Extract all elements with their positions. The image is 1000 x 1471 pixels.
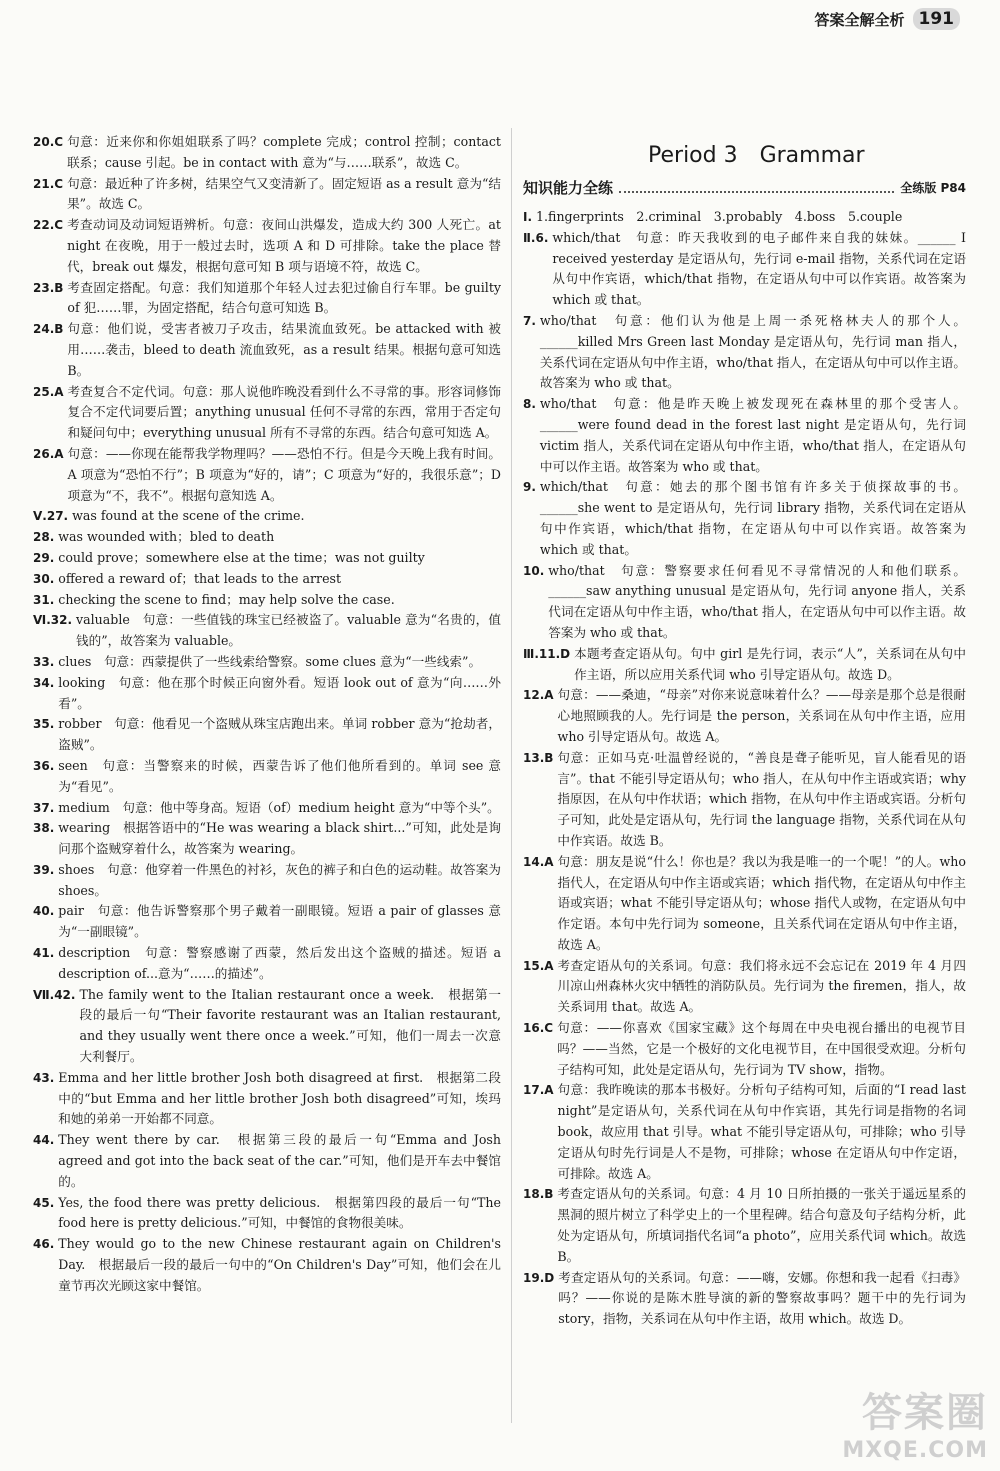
answer-text: who/that 句意：他们认为他是上周一杀死格林夫人的那个人。______killed Mrs Green last Monday 是定语从句，先行词 man 指人，关系代词在定语从句中作主语，who/that 指人，在定语从句中可以作主语。故答案为 who 或 that。: [539, 312, 966, 391]
answer-text: 句意：朋友是说“什么！你也是？我以为我是唯一的一个呢！”的人。who 指代人，在定语从句中作主语或宾语；which 指代物，在定语从句中作主语或宾语；what 不能引导定语从句；whose 指代人或物，在定语从句中作定语。本句中先行词为 someone，且关系代词在定语从句中作主语，故选 A。: [557, 853, 966, 952]
answer-text: who/that 句意：他是昨天晚上被发现死在森林里的那个受害人。______were found dead in the forest last night 是定语从句，先行词 victim 指人，关系代词在定语从句中作主语，who/that 指人，在定语从句中可以作主语。故答案为 who 或 that。: [539, 396, 966, 474]
answer-number: 31.: [33, 592, 55, 607]
watermark-line2: MXQE.COM: [842, 1438, 988, 1463]
answer-number: 13.B: [523, 750, 554, 765]
right-column: [523, 207, 966, 1330]
answer-number: 9.: [523, 480, 536, 495]
answer-text: was found at the scene of the crime.: [72, 508, 305, 524]
answer-number: 34.: [33, 675, 55, 690]
answer-text: They went there by car. 根据第三段的最后一句“Emma and Josh agreed and got into the back seat of the car.”可知，他们是开车去中餐馆的。: [58, 1132, 501, 1189]
answer-item: [33, 548, 501, 569]
answer-item: [33, 673, 501, 715]
answer-text: 句意：近来你和你姐姐联系了吗？complete 完成；control 控制；contact 联系；cause 引起。be in contact with 意为“与……联系”，故选 C。: [67, 134, 501, 170]
answer-item: [33, 901, 501, 943]
answer-number: 40.: [33, 904, 55, 919]
section-name: 知识能力全练: [523, 179, 614, 197]
answer-text: pair 句意：他告诉警察那个男子戴着一副眼镜。短语 a pair of glasses 意为“一副眼镜”。: [58, 903, 501, 940]
answer-text: 考查动词及动词短语辨析。句意：夜间山洪爆发，造成大约 300 人死亡。at night 在夜晚，用于一般过去时，选项 A 和 D 可排除。take the place 替代，break out 爆发，根据句意可知 B 项与语境不符，故选 C。: [67, 217, 501, 274]
answer-number: 8.: [523, 397, 536, 412]
answer-number: 30.: [33, 571, 55, 586]
answer-text: They would go to the new Chinese restaurant again on Children's Day. 根据最后一段的最后一句中的“On Children's Day”可知，他们会在儿童节再次光顾这家中餐馆。: [58, 1236, 501, 1293]
answer-item: [33, 798, 501, 819]
period-title: Period 3 Grammar: [648, 143, 865, 168]
answer-number: 45.: [33, 1195, 55, 1210]
answer-item: [33, 319, 501, 381]
answer-text: clues 句意：西蒙提供了一些线索给警察。some clues 意为“一些线索”。: [58, 653, 482, 669]
answer-item: [523, 852, 966, 956]
answer-number: 22.C: [33, 218, 64, 233]
answer-text: which/that 句意：昨天我收到的电子邮件来自我的妹妹。______ I received yesterday 是定语从句，先行词 e-mail 指物，关系代词在定语从句中作宾语，which/that 指物，在定语从句中可以作宾语。故答案为 which 或 that。: [552, 229, 966, 308]
left-column: [33, 132, 501, 1297]
answer-text: was wounded with；bled to death: [58, 529, 275, 545]
answer-text: 句意：最近种了许多树，结果空气又变清新了。固定短语 as a result 意为“结果”。故选 C。: [67, 175, 501, 212]
answer-text: offered a reward of；that leads to the arrest: [58, 570, 342, 586]
answer-item: [523, 561, 966, 644]
answer-text: shoes 句意：他穿着一件黑色的衬衫，灰色的裤子和白色的运动鞋。故答案为 shoes。: [58, 861, 501, 898]
answer-item: [33, 1234, 501, 1296]
answer-number: 33.: [33, 654, 55, 669]
answer-text: seen 句意：当警察来的时候，西蒙告诉了他们他所看到的。单词 see 意为“看见”。: [58, 757, 501, 794]
watermark-line1: 答案圈: [862, 1390, 988, 1436]
answer-item: [33, 714, 501, 756]
answer-item: [33, 215, 501, 277]
answer-text: Emma and her little brother Josh both disagreed at first. 根据第二段中的“but Emma and her little brother Josh both disagreed”可知，埃玛和她的弟弟一开始都不同意。: [58, 1069, 501, 1127]
answer-item: [523, 1268, 966, 1330]
answer-number: 15.A: [523, 958, 554, 973]
answer-number: 36.: [33, 758, 55, 773]
answer-item: [523, 207, 966, 228]
answer-text: 句意：——你现在能帮我学物理吗？——恐怕不行。但是今天晚上我有时间。A 项意为“恐怕不行”；B 项意为“好的，请”；C 项意为“好的，我很乐意”；D 项意为“不，我不”。根据句意知选 A。: [67, 445, 501, 503]
answer-number: 28.: [33, 530, 55, 545]
answer-item: [33, 527, 501, 548]
answer-number: 23.B: [33, 280, 64, 295]
answer-item: [33, 590, 501, 611]
answer-item: [523, 685, 966, 747]
answer-item: [33, 860, 501, 902]
answer-text: 考查定语从句的关系词。句意：我们将永远不会忘记在 2019 年 4 月四川凉山州森林火灾中牺牲的消防队员。先行词为 the firemen，指人，故关系词用 that。故选 A。: [557, 957, 966, 1015]
answer-number: 26.A: [33, 446, 64, 461]
answer-text: 考查复合不定代词。句意：那人说他昨晚没看到什么不寻常的事。形容词修饰复合不定代词要后置；anything unusual 任何不寻常的东西，常用于否定句和疑问句中；everything unusual 所有不寻常的东西。结合句意可知选 A。: [67, 383, 501, 441]
answer-item: [33, 818, 501, 860]
answer-number: 35.: [33, 717, 55, 732]
answer-number: 41.: [33, 946, 55, 961]
answer-number: Ⅵ.32.: [33, 613, 73, 628]
answer-item: [523, 1018, 966, 1080]
column-divider: [511, 128, 512, 1423]
answer-text: who/that 句意：警察要求任何看见不寻常情况的人和他们联系。______saw anything unusual 是定语从句，先行词 anyone 指人，关系代词在定语从句中作主语，who/that 指人，在定语从句中可以作主语。故答案为 who 或 that。: [548, 562, 966, 640]
answer-text: which/that 句意：她去的那个图书馆有许多关于侦探故事的书。______she went to 是定语从句，先行词 library 指物，关系代词在定语从句中作宾语，which/that 指物，在定语从句中可以作宾语。故答案为 which 或 that。: [539, 479, 966, 557]
answer-item: [33, 756, 501, 798]
page-header: [814, 8, 960, 30]
answer-text: 考查定语从句的关系词。句意：——嗨，安娜。你想和我一起看《扫毒》吗？——你说的是陈木胜导演的新的警察故事吗？题干中的先行词为 story，指物，关系词在从句中作主语，故用 which。故选 D。: [558, 1269, 966, 1327]
answer-item: [33, 652, 501, 673]
answer-text: 考查固定搭配。句意：我们知道那个年轻人过去犯过偷自行车罪。be guilty of 犯……罪，为固定搭配，结合句意可知选 B。: [67, 279, 501, 316]
answer-number: 21.C: [33, 176, 64, 191]
answer-number: 37.: [33, 800, 55, 815]
answer-number: 14.A: [523, 854, 554, 869]
answer-number: 29.: [33, 550, 55, 565]
answer-number: 20.C: [33, 135, 64, 149]
answer-number: 7.: [523, 313, 536, 328]
answer-item: [33, 506, 501, 527]
answer-text: medium 句意：他中等身高。短语（of）medium height 意为“中等个头”。: [58, 799, 500, 815]
answer-text: The family went to the Italian restaurant once a week. 根据第一段的最后一句“Their favorite restaurant was an Italian restaurant, and they usually went there once a week.”可知，他们一周去一次意大利餐厅。: [79, 986, 501, 1065]
page-number: 191: [913, 8, 961, 30]
answer-number: 46.: [33, 1237, 55, 1252]
answer-item: [33, 174, 501, 216]
answer-text: 句意：——桑迪，“母亲”对你来说意味着什么？——母亲是那个总是很耐心地照顾我的人。先行词是 the person，关系词在从句中作主语，应用 who 引导定语从句。故选 A。: [557, 687, 966, 744]
answer-item: [33, 278, 501, 320]
answer-item: [523, 477, 966, 560]
dotted-leader: [619, 183, 894, 193]
answer-item: [33, 943, 501, 985]
answer-item: [33, 610, 501, 652]
answer-text: 句意：我昨晚读的那本书极好。分析句子结构可知，后面的“I read last night”是定语从句，关系代词在从句中作宾语，其先行词是指物的名词 book，故应用 that 引导。what 不能引导定语从句，可排除；who 引导定语从句时先行词是人不是物，可排除；whose 在定语从句中作定语，可排除。故选 A。: [557, 1082, 966, 1181]
answer-number: 43.: [33, 1070, 55, 1085]
answer-item: [523, 956, 966, 1018]
answer-item: [523, 644, 966, 686]
answer-text: Yes, the food there was pretty delicious. 根据第四段的最后一句“The food here is pretty delicious.”可知，中餐馆的食物很美味。: [58, 1194, 501, 1231]
answer-text: could prove；somewhere else at the time；was not guilty: [58, 549, 425, 565]
answer-text: 考查定语从句的关系词。句意：4 月 10 日所拍摄的一张关于遥远星系的黑洞的照片树立了科学史上的一个里程碑。结合句意及句子结构分析，此处为定语从句，所填词指代名词“a photo”，应用关系代词 which。故选 B。: [557, 1186, 966, 1264]
answer-number: Ⅶ.42.: [33, 987, 76, 1002]
answer-number: Ⅴ.27.: [33, 509, 69, 524]
answer-item: [33, 382, 501, 444]
answer-item: [33, 444, 501, 506]
answer-number: 18.B: [523, 1187, 554, 1202]
answer-item: [33, 985, 501, 1068]
answer-item: [33, 1193, 501, 1235]
answer-number: 12.A: [523, 688, 554, 703]
answer-number: 38.: [33, 821, 55, 836]
answer-text: 句意：他们说，受害者被刀子攻击，结果流血致死。be attacked with 被用……袭击，bleed to death 流血致死，as a result 结果。根据句意可知选 B。: [67, 321, 501, 378]
section-heading: [523, 177, 966, 198]
answer-item: [33, 1130, 501, 1192]
answer-item: [523, 311, 966, 394]
answer-item: [523, 1080, 966, 1184]
answer-number: 39.: [33, 862, 55, 877]
watermark-logo: [842, 1381, 988, 1463]
answer-number: 24.B: [33, 322, 64, 337]
header-title: 答案全解全析: [814, 10, 905, 29]
answer-number: 10.: [523, 563, 545, 578]
answer-number: 44.: [33, 1133, 55, 1148]
answer-item: [33, 132, 501, 174]
answer-item: [523, 748, 966, 852]
answer-item: [523, 1184, 966, 1267]
answer-text: 句意：正如马克·吐温曾经说的，“善良是聋子能听见，盲人能看见的语言”。that 不能引导定语从句；who 指人，在从句中作主语或宾语；why 指原因，在从句中作状语；which 指物，在从句中作主语或宾语。分析句子可知，此处是定语从句，先行词 the language 指物，关系代词在从句中作宾语。故选 B。: [557, 749, 966, 848]
answer-text: valuable 句意：一些值钱的珠宝已经被盗了。valuable 意为“名贵的，值钱的”，故答案为 valuable。: [76, 612, 501, 649]
answer-text: robber 句意：他看见一个盗贼从珠宝店跑出来。单词 robber 意为“抢劫者，盗贼”。: [58, 716, 501, 753]
answer-number: 17.A: [523, 1083, 554, 1098]
answer-text: looking 句意：他在那个时候正向窗外看。短语 look out of 意为“向……外看”。: [58, 674, 501, 711]
answer-number: 25.A: [33, 384, 64, 399]
answer-text: description 句意：警察感谢了西蒙，然后发出这个盗贼的描述。短语 a description of...意为“……的描述”。: [58, 945, 501, 981]
answer-item: [523, 394, 966, 477]
answer-text: 1.fingerprints 2.criminal 3.probably 4.boss 5.couple: [536, 209, 903, 224]
answer-item: [33, 1068, 501, 1130]
answer-number: Ⅱ.6.: [523, 230, 549, 245]
answer-text: wearing 根据答语中的“He was wearing a black shirt...”可知，此处是询问那个盗贼穿着什么，故答案为 wearing。: [58, 820, 501, 857]
answer-item: [523, 228, 966, 311]
answer-number: 16.C: [523, 1021, 554, 1036]
answer-text: 本题考查定语从句。句中 girl 是先行词，表示“人”，关系词在从句中作主语，所以应用关系代词 who 引导定语从句。故选 D。: [574, 645, 966, 682]
answer-number: Ⅲ.11.D: [523, 646, 571, 661]
answer-text: checking the scene to find；may help solve the case.: [58, 591, 395, 607]
answer-text: 句意：——你喜欢《国家宝藏》这个每周在中央电视台播出的电视节目吗？——当然，它是一个极好的文化电视节目，在中国很受欢迎。分析句子结构可知，此处是定语从句，先行词为 TV show，指物。: [557, 1020, 966, 1077]
answer-item: [33, 569, 501, 590]
section-tag: 全练版 P84: [900, 181, 966, 195]
answer-number: Ⅰ.: [523, 210, 533, 224]
answer-number: 19.D: [523, 1270, 555, 1285]
